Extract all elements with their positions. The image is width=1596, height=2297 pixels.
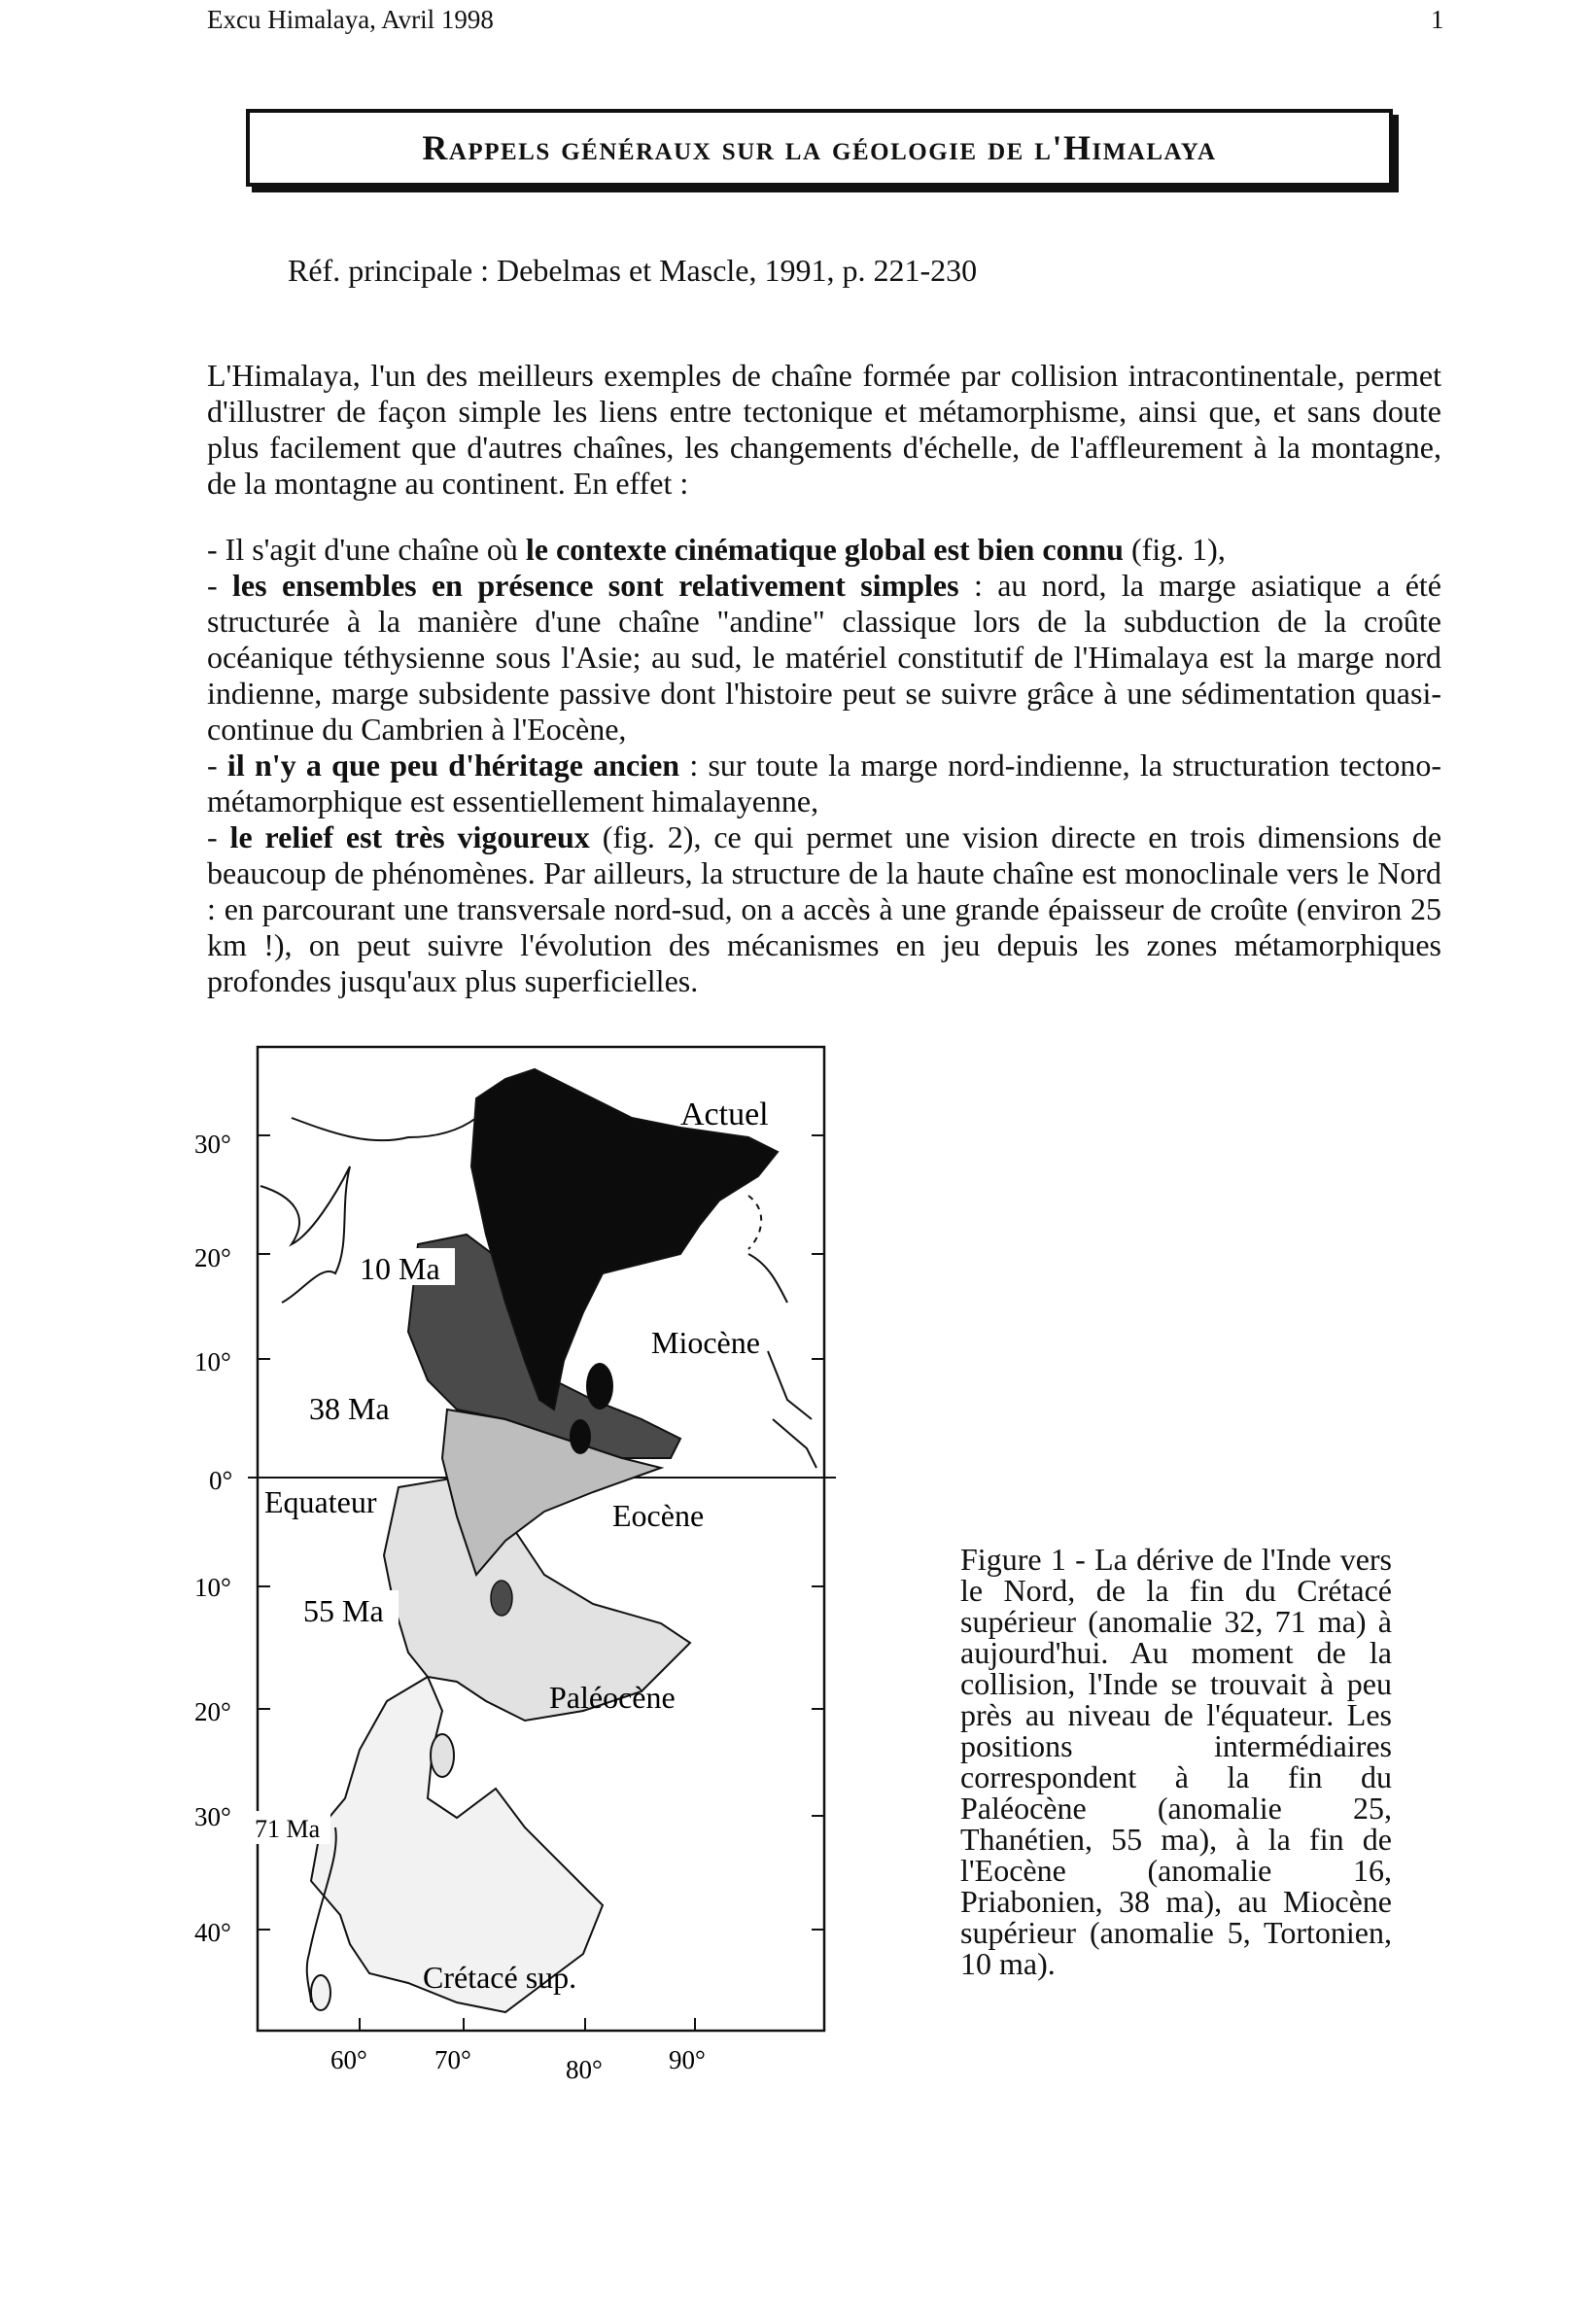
equator-label: Equateur — [264, 1484, 377, 1519]
lat-label: 20° — [194, 1243, 231, 1272]
lat-label: 10° — [194, 1573, 231, 1602]
stage-label: Miocène — [651, 1325, 760, 1360]
bullet-item: - les ensembles en présence sont relativement simples : au nord, la marge asiatique a été structurée à la manière d'une chaîne "andine" classique lors de la subduction de la croûte océanique téthysienne sous l'Asie; au sud, le matériel constitutif de l'Himalaya est la marge nord indienne, marge subsidente passive dont l'histoire peut se suivre grâce à une sédimentation quasi-continue du Cambrien à l'Eocène, — [207, 568, 1442, 747]
lon-label: 90° — [669, 2045, 706, 2074]
intro-paragraph: L'Himalaya, l'un des meilleurs exemples de chaîne formée par collision intracontinentale, permet d'illustrer de façon simple les liens entre tectonique et métamorphisme, ainsi que, et sans doute plus facilement que d'autres chaînes, les changements d'échelle, de l'affleurement à la montagne, de la montagne au continent. En effet : — [207, 358, 1441, 501]
page-number: 1 — [1431, 5, 1444, 34]
lon-label: 70° — [434, 2045, 471, 2074]
figure-caption: Figure 1 - La dérive de l'Inde vers le Nord, de la fin du Crétacé supérieur (anomalie 32, 71 ma) à aujourd'hui. Au moment de la collision, l'Inde se trouvait à peu près au niveau de l'équateur. Les positions intermédiaires correspondent à la fin du Paléocène (anomalie 25, Thanétien, 55 ma), à la fin de l'Eocène (anomalie 16, Priabonien, 38 ma), au Miocène supérieur (anomalie 5, Tortonien, 10 ma). — [960, 1542, 1392, 1981]
lat-label: 0° — [209, 1466, 233, 1495]
island-paleocene — [431, 1734, 454, 1777]
age-label: 55 Ma — [303, 1593, 384, 1628]
lat-label: 40° — [194, 1918, 231, 1947]
island-actuel — [586, 1363, 613, 1410]
bullet-item: - Il s'agit d'une chaîne où le contexte cinématique global est bien connu (fig. 1), — [207, 532, 1226, 567]
main-reference: Réf. principale : Debelmas et Mascle, 1991, p. 221-230 — [288, 253, 978, 288]
running-header: Excu Himalaya, Avril 1998 — [207, 5, 494, 34]
stage-label: Crétacé sup. — [423, 1960, 577, 1995]
stage-label: Actuel — [680, 1096, 769, 1132]
bullet-item: - il n'y a que peu d'héritage ancien : sur toute la marge nord-indienne, la structuration tectono-métamorphique est essentiellement himalayenne, — [207, 748, 1442, 818]
island-miocene — [570, 1419, 591, 1454]
island-eocene — [491, 1581, 512, 1616]
island-cretace — [311, 1975, 330, 2010]
stage-label: Paléocène — [549, 1680, 676, 1715]
lat-label: 10° — [194, 1347, 231, 1376]
stage-label: Eocène — [612, 1498, 705, 1533]
lon-label: 60° — [330, 2045, 367, 2074]
lat-label: 20° — [194, 1697, 231, 1726]
asia-coastline — [260, 1166, 350, 1303]
lat-label: 30° — [194, 1802, 231, 1831]
bullet-item: - le relief est très vigoureux (fig. 2), ce qui permet une vision directe en trois dimensions de beaucoup de phénomènes. Par ailleurs, la structure de la haute chaîne est monoclinale vers le Nord : en parcourant une transversale nord-sud, on a accès à une grande épaisseur de croûte (environ 25 km !), on peut suivre l'évolution des mécanismes en jeu depuis les zones métamorphiques profondes jusqu'aux plus superficielles. — [207, 819, 1442, 998]
page-title: Rappels généraux sur la géologie de l'Himalaya — [422, 128, 1217, 167]
age-label: 10 Ma — [360, 1251, 440, 1286]
lat-label: 30° — [194, 1130, 231, 1159]
age-label: 71 Ma — [255, 1815, 321, 1843]
age-label: 38 Ma — [309, 1391, 390, 1426]
lon-label: 80° — [566, 2055, 603, 2084]
